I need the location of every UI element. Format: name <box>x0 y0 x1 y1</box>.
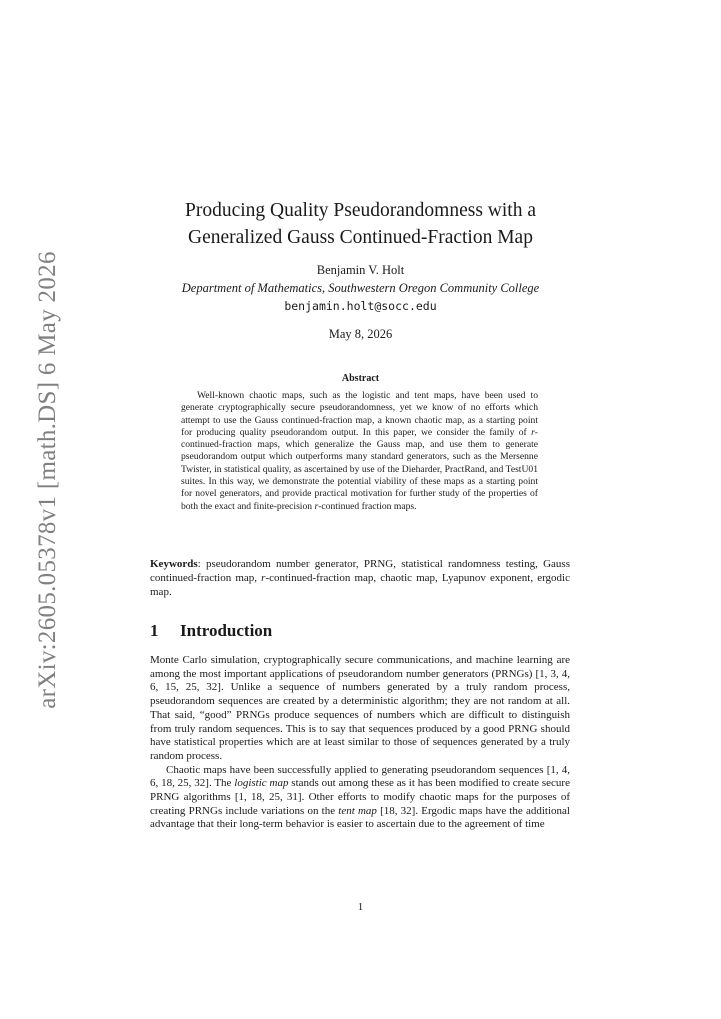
title-line-2: Generalized Gauss Continued-Fraction Map <box>188 227 533 248</box>
section-body <box>150 654 570 832</box>
emphasis: logistic map <box>234 777 289 790</box>
abstract-heading: Abstract <box>341 373 380 384</box>
keywords-math-r: r <box>261 572 266 585</box>
abstract-math-r: r <box>314 500 319 512</box>
paragraph-text: stands out among these as it has been modified to create secure PRNG algorithms [1, 18, 25, 31]. Other efforts to modify chaotic maps for the purposes of creating PRNGs include variations on the <box>150 777 570 817</box>
paragraph <box>150 764 570 833</box>
page-number: 1 <box>357 901 364 913</box>
section-number: 1 <box>150 621 159 640</box>
abstract-text: Well-known chaotic maps, such as the logistic and tent maps, have been used to generate cryptographically secure pseudorandomness, yet we know of no efforts which attempt to use the Gauss continued-fraction map, a known chaotic map, as a starting point for producing quality pseudorandom output. In this paper, we consider the family of <box>181 390 538 438</box>
section-heading <box>150 621 272 641</box>
paper-title <box>0 197 721 251</box>
emphasis: tent map <box>338 804 377 817</box>
arxiv-identifier: arXiv:2605.05378v1 [math.DS] 6 May 2026 <box>34 251 61 709</box>
keywords-text: -continued-fraction map, chaotic map, Lyapunov exponent, ergodic map. <box>150 572 570 599</box>
author-email: benjamin.holt@socc.edu <box>284 299 437 313</box>
title-line-1: Producing Quality Pseudorandomness with a <box>185 200 536 221</box>
paragraph-text: [18, 32]. Ergodic maps have the additional advantage that their long-term behavior is easier to ascertain due to the agreement of time <box>150 804 570 831</box>
keywords-label: Keywords <box>150 558 198 570</box>
abstract-math-r: r <box>531 426 535 438</box>
abstract-text: -continued fraction maps. <box>318 500 417 512</box>
section-title: Introduction <box>180 621 273 640</box>
author-affiliation: Department of Mathematics, Southwestern Oregon Community College <box>181 281 540 295</box>
author-name: Benjamin V. Holt <box>316 263 405 277</box>
paper-date: May 8, 2026 <box>328 327 393 341</box>
paragraph: Monte Carlo simulation, cryptographically secure communications, and machine learning are among the most important applications of pseudorandom number generators (PRNGs) [1, 3, 4, 6, 15, 25, 32]. Unlike a sequence of numbers generated by a truly random process, pseudorandom sequences are created by a deterministic algorithm; they are not random at all. That said, “good” PRNGs produce sequences of numbers which are difficult to distinguish from truly random sequences. This is to say that sequences produced by a good PRNG should have statistical properties which are at least similar to those of sequences generated by a truly random process. <box>150 654 570 762</box>
keywords-text: : pseudorandom number generator, PRNG, statistical randomness testing, Gauss continued-fraction map, <box>150 558 570 585</box>
abstract-text: -continued-fraction maps, which generalize the Gauss map, and use them to generate pseudorandom output which outperforms many standard generators, such as the Mersenne Twister, in statistical quality, as ascertained by use of the Dieharder, PractRand, and TestU01 suites. In this way, we demonstrate the potential viability of these maps as a starting point for novel generators, and provide practical motivation for further study of the properties of both the exact and finite-precision <box>181 426 538 512</box>
keywords-block <box>150 557 570 600</box>
paragraph-text: Chaotic maps have been successfully applied to generating pseudorandom sequences [1, 4, 6, 18, 25, 32]. The <box>150 763 570 790</box>
abstract-body <box>181 390 538 513</box>
